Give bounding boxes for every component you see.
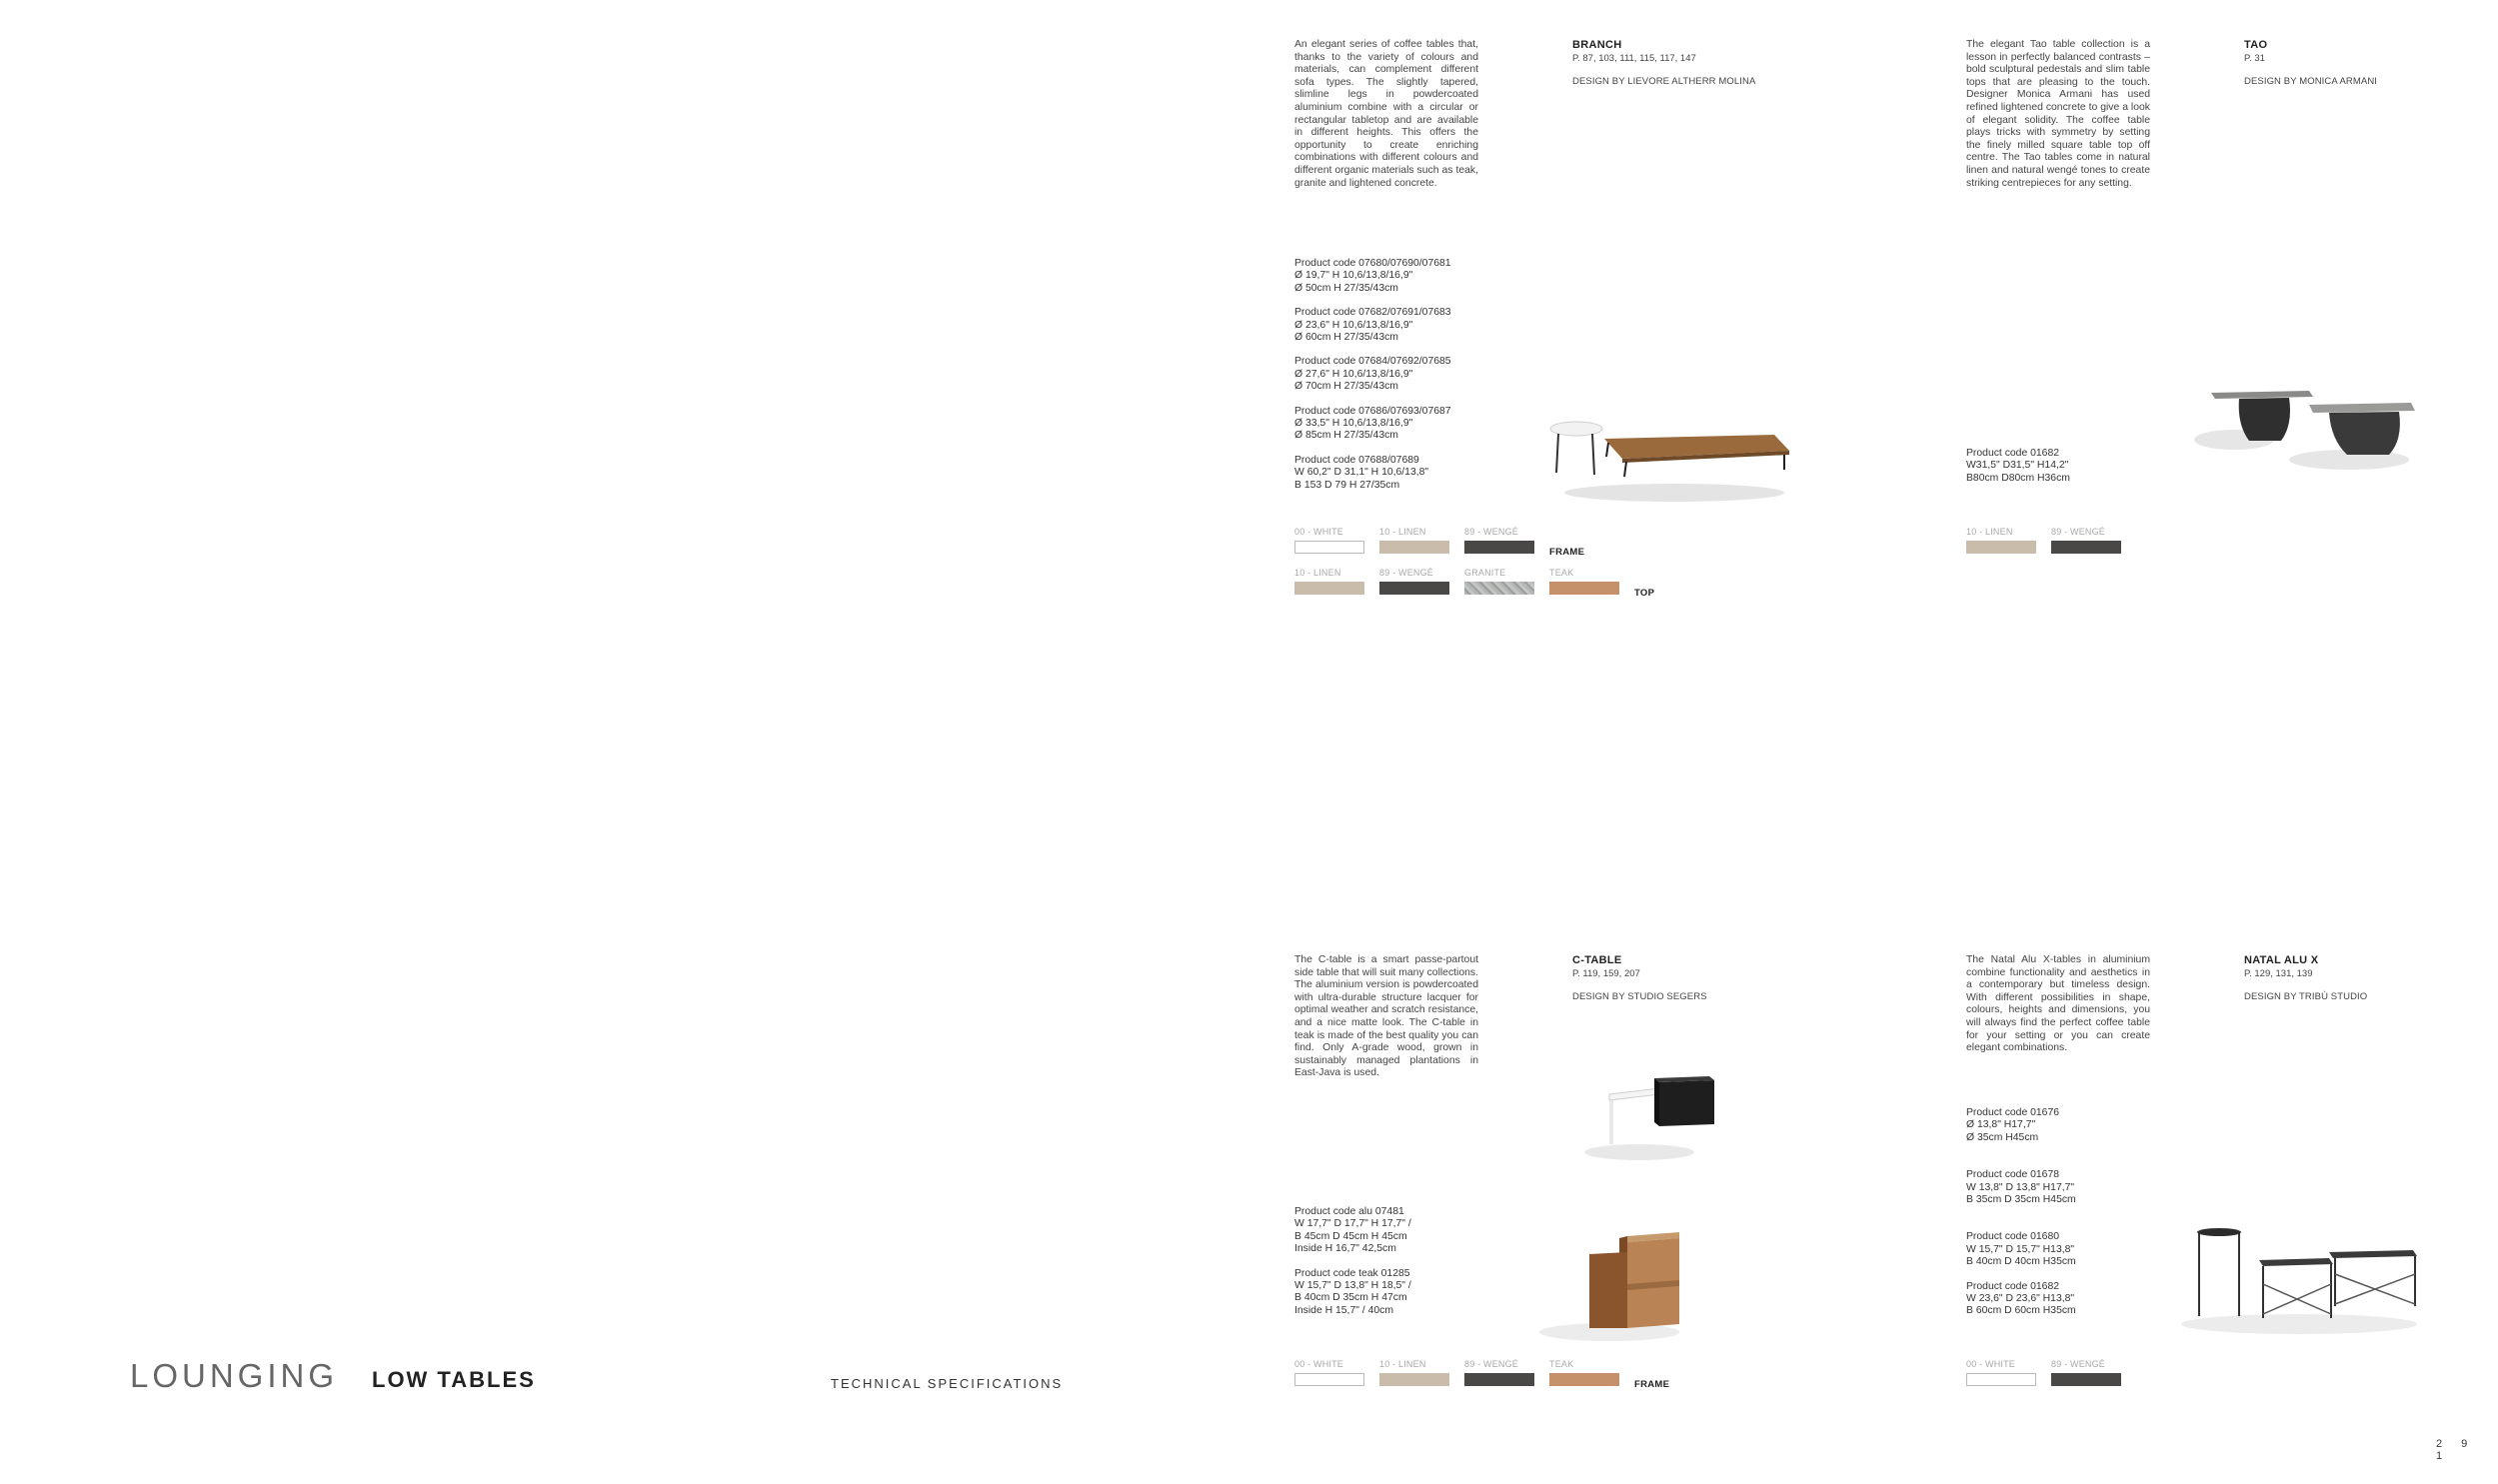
swatch-wenge[interactable] (1464, 527, 1534, 554)
swatch-label: 89 - WENGÉ (1464, 527, 1519, 537)
swatch-chip (1294, 1373, 1364, 1386)
spec-block (1294, 356, 1451, 393)
spec-line: B80cm D80cm H36cm (1966, 472, 2070, 484)
frame-label: FRAME (1634, 1379, 1670, 1390)
frame-label: FRAME (1549, 547, 1585, 558)
ctable-description: The C-table is a smart passe-partout side table that will suit many collections. The aluminium version is powdercoated with ultra-durable structure lacquer for optimal weather and scratch resistance, and a nice matte look. The C-table in teak is made of the best quality you can find. Only A-grade wood, grown in sustainably managed plantations in East-Java is used. (1294, 954, 1478, 1079)
spec-line: W 15,7" D 13,8" H 18,5" / (1294, 1280, 1411, 1292)
spec-block (1966, 1231, 2076, 1268)
section-title: LOUNGING (130, 1357, 339, 1394)
swatch-label: 00 - WHITE (1294, 1359, 1344, 1369)
swatch-chip (1549, 582, 1619, 595)
spec-line: Product code teak 01285 (1294, 1267, 1410, 1279)
swatch-label: 10 - LINEN (1379, 527, 1426, 537)
natal-header (2244, 954, 2367, 1002)
swatch-white[interactable] (1966, 1359, 2036, 1386)
ctable-header (1572, 954, 1707, 1002)
swatch-label: 00 - WHITE (1966, 1359, 2016, 1369)
spec-line: Product code 01678 (1966, 1169, 2060, 1181)
swatch-white[interactable] (1294, 527, 1364, 554)
swatch-chip (1379, 582, 1449, 595)
top-label: TOP (1634, 588, 1655, 599)
tao-specs (1966, 448, 2070, 485)
spec-line: Ø 23,6" H 10,6/13,8/16,9" (1294, 319, 1413, 331)
swatch-label: 10 - LINEN (1966, 527, 2013, 537)
spec-line: Product code 01676 (1966, 1107, 2060, 1118)
natal-pages: P. 129, 131, 139 (2244, 968, 2313, 979)
swatch-label: 89 - WENGÉ (1464, 1359, 1519, 1369)
ctable-specs (1294, 1206, 1411, 1317)
swatch-linen[interactable] (1966, 527, 2036, 554)
spec-line: W 60,2" D 31,1" H 10,6/13,8" (1294, 467, 1429, 479)
spec-block (1294, 1268, 1411, 1318)
swatch-teak[interactable] (1549, 568, 1619, 595)
branch-designer: DESIGN BY LIEVORE ALTHERR MOLINA (1572, 76, 1756, 87)
spec-line: Product code 07688/07689 (1294, 454, 1419, 466)
ctable-title: C-TABLE (1572, 954, 1622, 966)
spec-line: W 13,8" D 13,8" H17,7" (1966, 1181, 2075, 1193)
swatch-chip (1379, 541, 1449, 554)
spec-line: Ø 50cm H 27/35/43cm (1294, 282, 1398, 294)
spec-line: W 23,6" D 23,6" H13,8" (1966, 1293, 2075, 1305)
swatch-linen[interactable] (1379, 1359, 1449, 1386)
spec-line: Product code 07686/07693/07687 (1294, 405, 1451, 417)
spec-line: B 40cm D 35cm H 47cm (1294, 1292, 1407, 1304)
spec-line: B 40cm D 40cm H35cm (1966, 1256, 2076, 1268)
spec-line: W 15,7" D 15,7" H13,8" (1966, 1243, 2075, 1255)
spec-line: Inside H 15,7" / 40cm (1294, 1304, 1393, 1316)
spec-line: B 45cm D 45cm H 45cm (1294, 1230, 1407, 1242)
spec-line: B 35cm D 35cm H45cm (1966, 1194, 2076, 1206)
swatch-chip (1549, 1373, 1619, 1386)
branch-table-image (1534, 415, 1794, 505)
swatch-chip (2051, 1373, 2121, 1386)
spec-block (1294, 1206, 1411, 1256)
spec-block (1966, 1107, 2076, 1144)
spec-line: Product code 07680/07690/07681 (1294, 258, 1451, 269)
branch-specs (1294, 258, 1451, 492)
swatch-chip (1294, 582, 1364, 595)
swatch-chip (1294, 541, 1364, 554)
spec-line: Ø 35cm H45cm (1966, 1131, 2039, 1143)
spec-line: B 153 D 79 H 27/35cm (1294, 479, 1400, 491)
spec-block (1294, 406, 1451, 443)
tao-description: The elegant Tao table collection is a lesson in perfectly balanced contrasts – bold sculptural pedestals and slim table tops that are pleasing to the touch. Designer Monica Armani has used refined lightened concrete to give a look of elegant solidity. The coffee table plays tricks with symmetry by setting the finely milled square table top off centre. The Tao tables come in natural linen and natural wengé tones to create striking centrepieces for any setting. (1966, 39, 2150, 189)
natal-title: NATAL ALU X (2244, 954, 2319, 966)
natal-description: The Natal Alu X-tables in aluminium combine functionality and aesthetics in a contemporary but timeless design. With different possibilities in shape, colours, heights and dimensions, you will always find the perfect coffee table for your setting or you can create elegant combinations. (1966, 954, 2150, 1054)
natal-designer: DESIGN BY TRIBÙ STUDIO (2244, 991, 2368, 1002)
spec-line: Ø 27,6" H 10,6/13,8/16,9" (1294, 368, 1413, 380)
spec-line: Ø 85cm H 27/35/43cm (1294, 430, 1398, 442)
swatch-label: TEAK (1549, 568, 1574, 578)
technical-specifications-label: TECHNICAL SPECIFICATIONS (831, 1376, 1064, 1391)
natal-table-image (2169, 1224, 2419, 1339)
swatch-chip (1464, 582, 1534, 595)
spec-line: Product code 01680 (1966, 1231, 2060, 1243)
spec-line: Product code 07684/07692/07685 (1294, 356, 1451, 368)
spec-block (1294, 258, 1451, 295)
spec-line: Ø 60cm H 27/35/43cm (1294, 332, 1398, 344)
swatch-linen[interactable] (1379, 527, 1449, 554)
tao-table-image (2189, 385, 2419, 475)
ctable-pages: P. 119, 159, 207 (1572, 968, 1640, 979)
branch-header (1572, 39, 1755, 87)
ctable-teak-image (1529, 1224, 1699, 1344)
swatch-teak[interactable] (1549, 1359, 1619, 1386)
branch-description: An elegant series of coffee tables that, thanks to the variety of colours and materials, can complement different sofa types. The slightly tapered, slimline legs in powdercoated aluminium combine with a circular or rectangular tabletop and are available in different heights. This offers the opportunity to create enriching combinations with different colours and different organic materials such as teak, granite and lightened concrete. (1294, 39, 1478, 189)
swatch-wenge[interactable] (2051, 1359, 2121, 1386)
tao-title: TAO (2244, 39, 2268, 51)
swatch-label: TEAK (1549, 1359, 1574, 1369)
spec-line: Product code alu 07481 (1294, 1206, 1404, 1217)
branch-pages: P. 87, 103, 111, 115, 117, 147 (1572, 53, 1696, 64)
spec-line: W 17,7" D 17,7" H 17,7" / (1294, 1218, 1411, 1230)
swatch-label: 00 - WHITE (1294, 527, 1344, 537)
spec-line: W31,5" D31,5" H14,2" (1966, 460, 2069, 472)
subsection-title: LOW TABLES (372, 1367, 536, 1392)
swatch-chip (1464, 541, 1534, 554)
swatch-wenge[interactable] (2051, 527, 2121, 554)
spec-line: Inside H 16,7" 42,5cm (1294, 1243, 1396, 1255)
spec-line: Product code 01682 (1966, 1280, 2060, 1292)
swatch-granite[interactable] (1464, 568, 1534, 595)
tao-designer: DESIGN BY MONICA ARMANI (2244, 76, 2378, 87)
swatch-white[interactable] (1294, 1359, 1364, 1386)
spec-block (1294, 307, 1451, 344)
spec-block (1966, 1281, 2076, 1318)
spec-line: Ø 33,5" H 10,6/13,8/16,9" (1294, 418, 1413, 430)
ctable-alu-image (1579, 1074, 1729, 1164)
spec-line: B 60cm D 60cm H35cm (1966, 1305, 2076, 1317)
natal-specs (1966, 1107, 2076, 1318)
tao-header (2244, 39, 2377, 87)
swatch-label: 89 - WENGÉ (2051, 1359, 2106, 1369)
spec-line: Ø 13,8" H17,7" (1966, 1119, 2036, 1131)
swatch-label: 89 - WENGÉ (2051, 527, 2106, 537)
swatch-linen[interactable] (1294, 568, 1364, 595)
spec-line: Ø 70cm H 27/35/43cm (1294, 381, 1398, 393)
spec-block (1294, 455, 1451, 492)
swatch-chip (1464, 1373, 1534, 1386)
ctable-designer: DESIGN BY STUDIO SEGERS (1572, 991, 1707, 1002)
swatch-chip (1379, 1373, 1449, 1386)
swatch-label: 10 - LINEN (1294, 568, 1341, 578)
branch-title: BRANCH (1572, 39, 1622, 51)
swatch-label: 10 - LINEN (1379, 1359, 1426, 1369)
page-number: 2 9 1 (2436, 1438, 2476, 1462)
swatch-chip (1966, 541, 2036, 554)
swatch-chip (1966, 1373, 2036, 1386)
tao-pages: P. 31 (2244, 53, 2265, 64)
swatch-label: GRANITE (1464, 568, 1506, 578)
swatch-wenge[interactable] (1464, 1359, 1534, 1386)
spec-block (1966, 1169, 2076, 1206)
spec-line: Product code 01682 (1966, 448, 2060, 459)
spec-line: Ø 19,7" H 10,6/13,8/16,9" (1294, 270, 1413, 282)
swatch-chip (2051, 541, 2121, 554)
spec-line: Product code 07682/07691/07683 (1294, 307, 1451, 319)
swatch-wenge[interactable] (1379, 568, 1449, 595)
swatch-label: 89 - WENGÉ (1379, 568, 1434, 578)
